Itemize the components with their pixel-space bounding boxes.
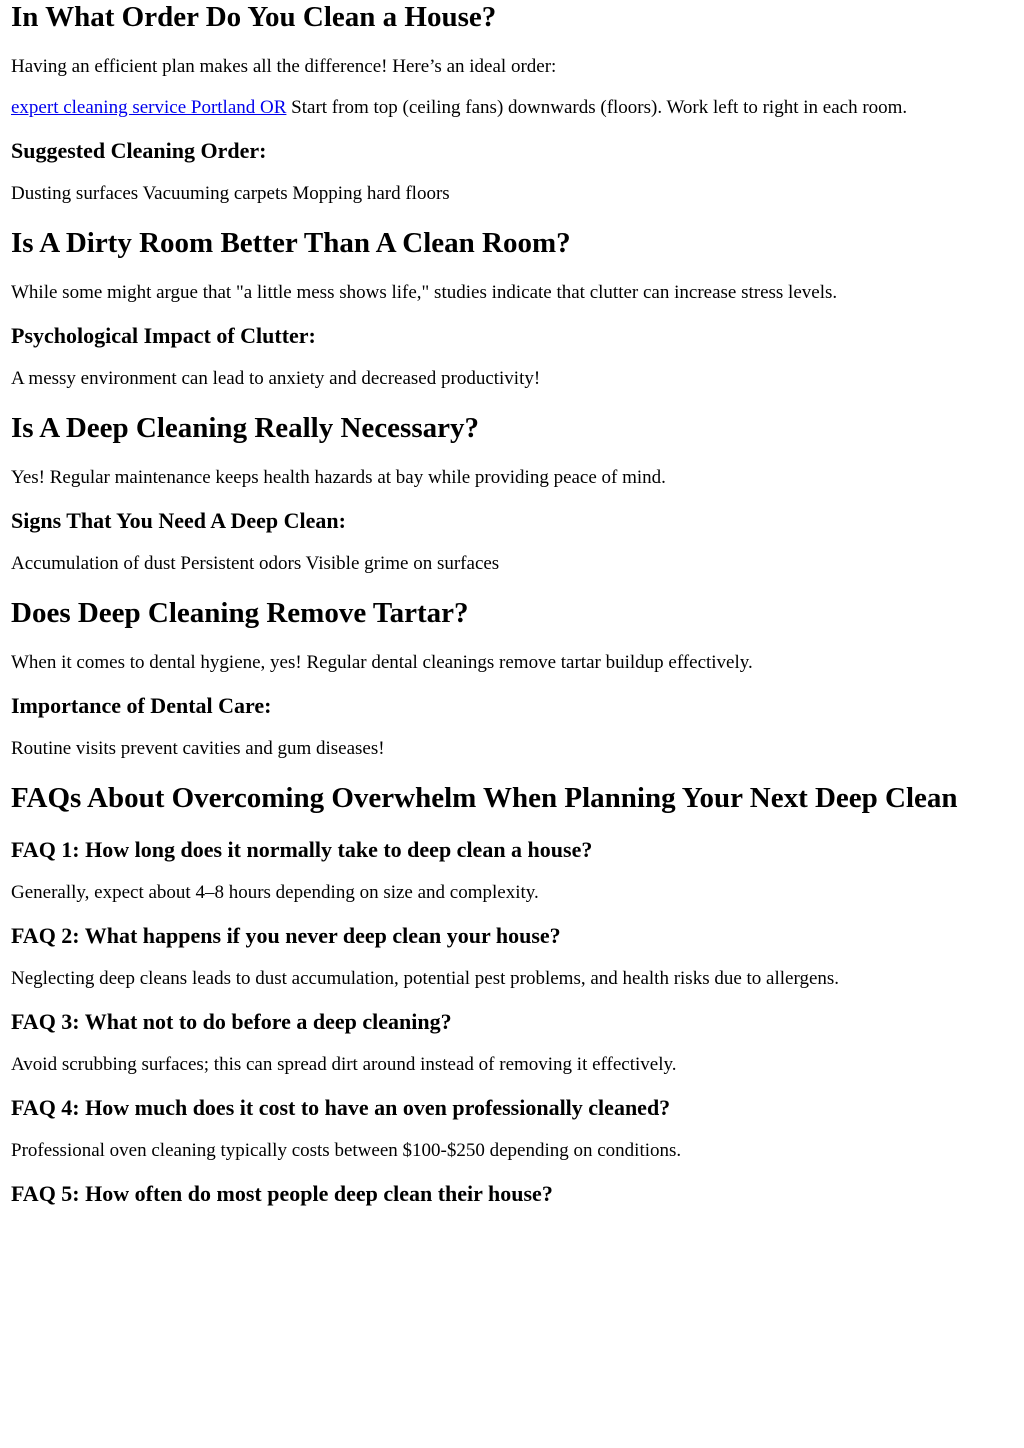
faq-question-3: FAQ 3: What not to do before a deep cleaning? — [11, 1009, 452, 1034]
heading-dirty-room: Is A Dirty Room Better Than A Clean Room? — [11, 227, 571, 259]
faq-answer-1: Generally, expect about 4–8 hours depending on size and complexity. — [11, 882, 539, 903]
heading-deep-cleaning-necessary: Is A Deep Cleaning Really Necessary? — [11, 412, 479, 444]
paragraph-deep-clean-signs: Accumulation of dust Persistent odors Visible grime on surfaces — [11, 553, 500, 574]
paragraph-tartar: When it comes to dental hygiene, yes! Regular dental cleanings remove tartar buildup effectively. — [11, 652, 753, 673]
heading-cleaning-order: In What Order Do You Clean a House? — [11, 1, 497, 33]
faq-answer-2: Neglecting deep cleans leads to dust accumulation, potential pest problems, and health risks due to allergens. — [11, 968, 840, 989]
subheading-dental-care: Importance of Dental Care: — [11, 693, 272, 718]
link-expert-cleaning-service[interactable]: expert cleaning service Portland OR — [11, 97, 287, 118]
paragraph-suggested-order: Dusting surfaces Vacuuming carpets Mopping hard floors — [11, 183, 450, 204]
faq-question-1: FAQ 1: How long does it normally take to deep clean a house? — [11, 837, 593, 862]
paragraph-deep-cleaning-necessary: Yes! Regular maintenance keeps health hazards at bay while providing peace of mind. — [11, 467, 666, 488]
paragraph-intro: Having an efficient plan makes all the difference! Here’s an ideal order: — [11, 56, 557, 77]
subheading-suggested-order: Suggested Cleaning Order: — [11, 138, 267, 163]
subheading-deep-clean-signs: Signs That You Need A Deep Clean: — [11, 508, 346, 533]
paragraph-dental-care: Routine visits prevent cavities and gum diseases! — [11, 738, 385, 759]
faq-answer-4: Professional oven cleaning typically costs between $100-$250 depending on conditions. — [11, 1140, 682, 1161]
paragraph-dirty-room: While some might argue that "a little mess shows life," studies indicate that clutter can increase stress levels. — [11, 282, 838, 303]
faq-question-4: FAQ 4: How much does it cost to have an oven professionally cleaned? — [11, 1095, 671, 1120]
heading-faqs: FAQs About Overcoming Overwhelm When Planning Your Next Deep Clean — [11, 782, 958, 814]
cleaning-tip-text: Start from top (ceiling fans) downwards (floors). Work left to right in each room. — [286, 97, 908, 118]
paragraph-cleaning-tip — [11, 97, 1013, 119]
paragraph-clutter-impact: A messy environment can lead to anxiety and decreased productivity! — [11, 368, 541, 389]
faq-question-5: FAQ 5: How often do most people deep clean their house? — [11, 1181, 553, 1206]
faq-answer-3: Avoid scrubbing surfaces; this can spread dirt around instead of removing it effectively. — [11, 1054, 677, 1075]
heading-tartar: Does Deep Cleaning Remove Tartar? — [11, 597, 469, 629]
faq-question-2: FAQ 2: What happens if you never deep clean your house? — [11, 923, 561, 948]
subheading-clutter-impact: Psychological Impact of Clutter: — [11, 323, 316, 348]
